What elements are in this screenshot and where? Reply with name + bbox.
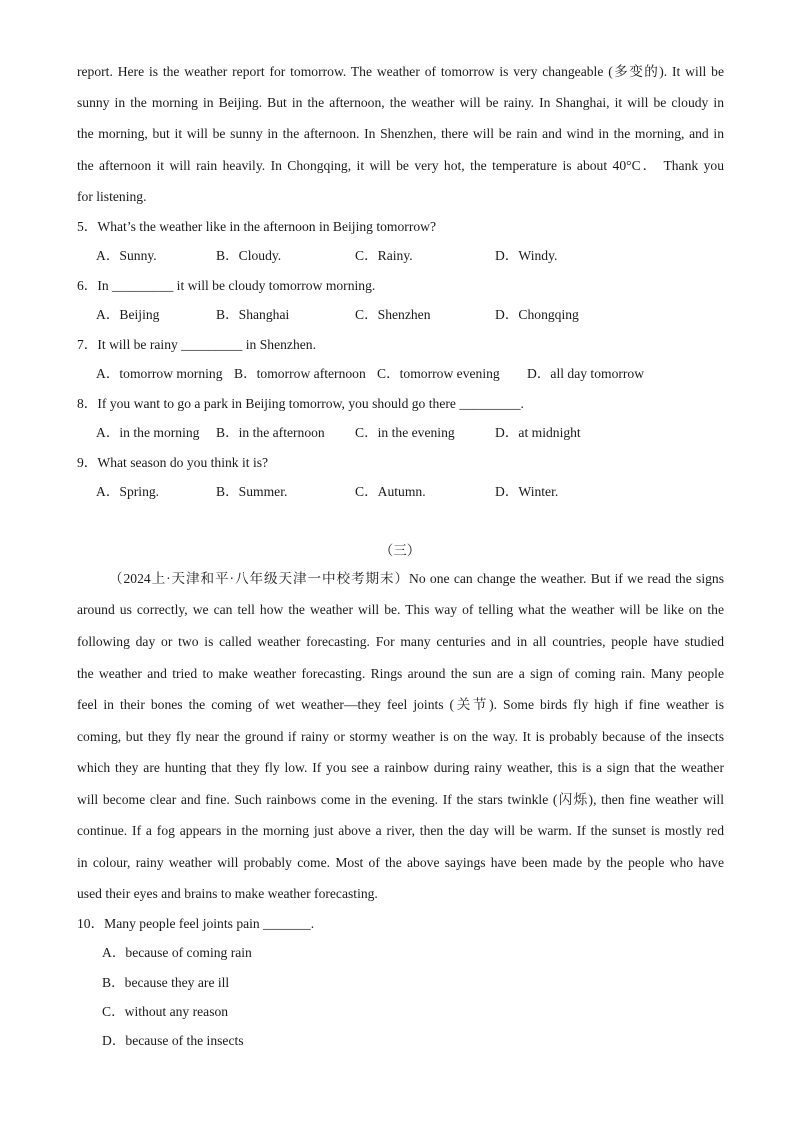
passage-line: the morning, but it will be sunny in the afternoon. In Shenzhen, there will be rain and wind in the morning, and in (77, 126, 724, 141)
option-b: B．Shanghai (216, 307, 290, 322)
option-d: D．because of the insects (102, 1033, 244, 1048)
option-a: A．Spring. (96, 484, 160, 499)
option-a: A．because of coming rain (102, 945, 252, 960)
section-title: （三） (379, 543, 421, 558)
option-b: B．Summer. (216, 484, 288, 499)
passage-line: the afternoon it will rain heavily. In Chongqing, it will be very hot, the temperature is about 40°C． Thank you (77, 158, 724, 173)
passage-line: around us correctly, we can tell how the weather will be. This way of telling what the weather will be like on the (77, 602, 724, 617)
question-8-stem: 8．If you want to go a park in Beijing tomorrow, you should go there _________. (77, 396, 524, 411)
option-a: A．Beijing (96, 307, 160, 322)
passage-line: sunny in the morning in Beijing. But in the afternoon, the weather will be rainy. In Shanghai, it will be cloudy in (77, 95, 724, 110)
option-d: D．at midnight (495, 425, 581, 440)
option-c: C．in the evening (355, 425, 455, 440)
option-c: C．tomorrow evening (377, 366, 500, 381)
option-d: D．Chongqing (495, 307, 579, 322)
option-c: C．without any reason (102, 1004, 229, 1019)
question-5-stem: 5．What’s the weather like in the afternoon in Beijing tomorrow? (77, 219, 436, 234)
passage-line: which they are hunting that they fly low. If you see a rainbow during rainy weather, this is a sign that the weather (77, 760, 724, 775)
passage-line: for listening. (77, 189, 147, 204)
option-b: B．tomorrow afternoon (234, 366, 366, 381)
question-9-stem: 9．What season do you think it is? (77, 455, 269, 470)
passage-line: continue. If a fog appears in the morning just above a river, then the day will be warm. If the sunset is mostly red (77, 823, 724, 838)
question-6-stem: 6．In _________ it will be cloudy tomorrow morning. (77, 278, 376, 293)
option-b: B．in the afternoon (216, 425, 325, 440)
passage-line: following day or two is called weather forecasting. For many centuries and in all countries, people have studied (77, 634, 724, 649)
passage-line: report. Here is the weather report for tomorrow. The weather of tomorrow is very changeable (多变的). It will be (77, 64, 724, 79)
option-c: C．Autumn. (355, 484, 426, 499)
option-a: A．in the morning (96, 425, 200, 440)
option-c: C．Shenzhen (355, 307, 431, 322)
passage-line: （2024上·天津和平·八年级天津一中校考期末）No one can change the weather. But if we read the signs (109, 571, 724, 586)
question-10-stem: 10．Many people feel joints pain _______. (77, 916, 315, 931)
option-a: A．Sunny. (96, 248, 157, 263)
option-d: D．Winter. (495, 484, 559, 499)
option-d: D．all day tomorrow (527, 366, 645, 381)
passage-line: the weather and tried to make weather forecasting. Rings around the sun are a sign of coming rain. Many people (77, 666, 724, 681)
option-b: B．because they are ill (102, 975, 230, 990)
passage-line: in colour, rainy weather will probably come. Most of the above sayings have been made by the people who have (77, 855, 724, 870)
option-d: D．Windy. (495, 248, 558, 263)
option-c: C．Rainy. (355, 248, 413, 263)
option-b: B．Cloudy. (216, 248, 282, 263)
passage-line: coming, but they fly near the ground if rainy or stormy weather is on the way. It is probably because of the insects (77, 729, 724, 744)
passage-line: feel in their bones the coming of wet weather—they feel joints (关节). Some birds fly high if fine weather is (77, 697, 724, 712)
passage-line: used their eyes and brains to make weather forecasting. (77, 886, 378, 901)
question-7-stem: 7．It will be rainy _________ in Shenzhen. (77, 337, 316, 352)
passage-line: will become clear and fine. Such rainbows come in the evening. If the stars twinkle (闪烁), then fine weather will (77, 792, 724, 807)
option-a: A．tomorrow morning (96, 366, 223, 381)
